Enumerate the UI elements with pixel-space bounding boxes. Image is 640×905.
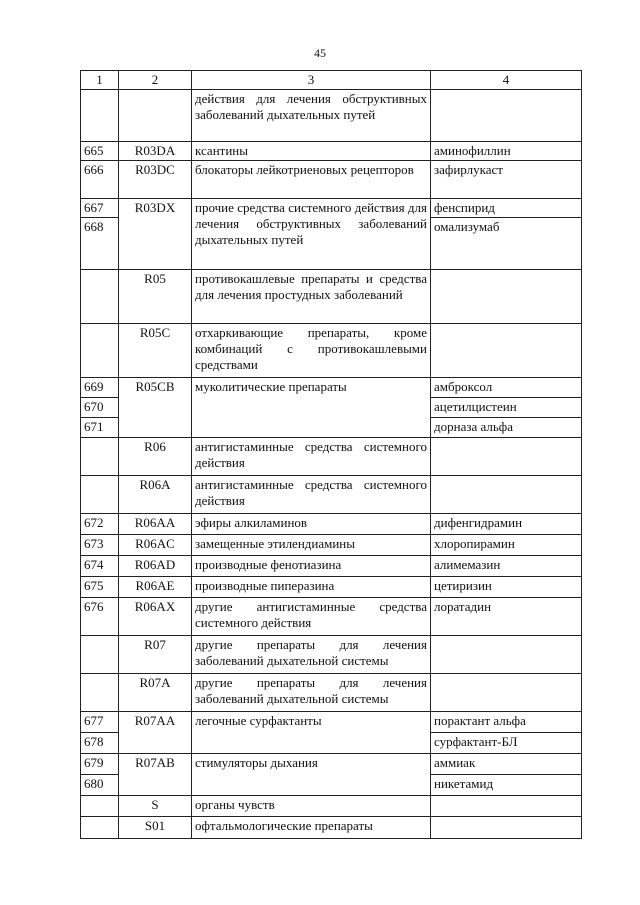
atc-description: эфиры алкиламинов: [192, 514, 431, 535]
table-row: [81, 674, 582, 712]
atc-code: S01: [119, 817, 192, 839]
atc-description: другие антигистаминные средства системного действия: [192, 598, 431, 636]
table-row: [81, 270, 582, 324]
atc-code: R06: [119, 438, 192, 476]
atc-description: блокаторы лейкотриеновых рецепторов: [192, 161, 431, 199]
row-number: 678: [81, 733, 119, 754]
drug-name: [431, 270, 582, 324]
table-row: [81, 754, 582, 775]
table-row: [81, 817, 582, 839]
drug-name: дорназа альфа: [431, 418, 582, 438]
row-number: 672: [81, 514, 119, 535]
drug-name: цетиризин: [431, 577, 582, 598]
row-number: [81, 817, 119, 839]
atc-code: R07AB: [119, 754, 192, 796]
table-row: [81, 324, 582, 378]
drug-name: фенспирид: [431, 199, 582, 218]
atc-code: R06A: [119, 476, 192, 514]
atc-description: антигистаминные средства системного действия: [192, 476, 431, 514]
atc-code: [119, 90, 192, 142]
row-number: 675: [81, 577, 119, 598]
drug-name: [431, 796, 582, 817]
row-number: 673: [81, 535, 119, 556]
row-number: [81, 674, 119, 712]
atc-description: производные пиперазина: [192, 577, 431, 598]
row-number: 669: [81, 378, 119, 398]
row-number: 665: [81, 142, 119, 161]
atc-description: отхаркивающие препараты, кроме комбинаций с противокашлевыми средствами: [192, 324, 431, 378]
drug-name: порактант альфа: [431, 712, 582, 733]
drug-name: аминофиллин: [431, 142, 582, 161]
row-number: 668: [81, 218, 119, 270]
medicines-table: [80, 70, 582, 839]
drug-name: амброксол: [431, 378, 582, 398]
atc-code: R07A: [119, 674, 192, 712]
drug-name: хлоропирамин: [431, 535, 582, 556]
row-number: [81, 90, 119, 142]
table-row: [81, 514, 582, 535]
row-number: 674: [81, 556, 119, 577]
row-number: [81, 796, 119, 817]
atc-description: прочие средства системного действия для лечения обструктивных заболеваний дыхательных путей: [192, 199, 431, 270]
row-number: [81, 270, 119, 324]
atc-description: производные фенотиазина: [192, 556, 431, 577]
atc-code: R07AA: [119, 712, 192, 754]
header-col-2: 2: [119, 71, 192, 90]
atc-code: R03DA: [119, 142, 192, 161]
atc-description: органы чувств: [192, 796, 431, 817]
atc-description: офтальмологические препараты: [192, 817, 431, 839]
table-row: [81, 378, 582, 398]
atc-description: противокашлевые препараты и средства для лечения простудных заболеваний: [192, 270, 431, 324]
row-number: [81, 324, 119, 378]
drug-name: [431, 636, 582, 674]
table-row: [81, 438, 582, 476]
atc-code: R03DC: [119, 161, 192, 199]
drug-name: [431, 438, 582, 476]
row-number: 679: [81, 754, 119, 775]
drug-name: [431, 90, 582, 142]
atc-description: другие препараты для лечения заболеваний дыхательной системы: [192, 636, 431, 674]
atc-description: муколитические препараты: [192, 378, 431, 438]
page-number: 45: [314, 46, 326, 60]
atc-code: R06AX: [119, 598, 192, 636]
atc-code: R06AD: [119, 556, 192, 577]
table-row: [81, 577, 582, 598]
table-row: [81, 535, 582, 556]
drug-name: [431, 674, 582, 712]
row-number: [81, 636, 119, 674]
table-row: [81, 90, 582, 142]
table-row: [81, 712, 582, 733]
atc-code: R05: [119, 270, 192, 324]
table-row: [81, 476, 582, 514]
table-row: [81, 636, 582, 674]
table-row: [81, 199, 582, 218]
drug-name: дифенгидрамин: [431, 514, 582, 535]
row-number: 666: [81, 161, 119, 199]
row-number: 680: [81, 775, 119, 796]
atc-description: легочные сурфактанты: [192, 712, 431, 754]
table-row: [81, 796, 582, 817]
drug-name: сурфактант-БЛ: [431, 733, 582, 754]
drug-name: [431, 324, 582, 378]
row-number: 671: [81, 418, 119, 438]
drug-name: аммиак: [431, 754, 582, 775]
header-col-4: 4: [431, 71, 582, 90]
header-col-3: 3: [192, 71, 431, 90]
atc-description: замещенные этилендиамины: [192, 535, 431, 556]
table-row: [81, 556, 582, 577]
atc-code: R05C: [119, 324, 192, 378]
atc-code: R06AE: [119, 577, 192, 598]
table-header-row: [81, 71, 582, 90]
drug-name: лоратадин: [431, 598, 582, 636]
row-number: 667: [81, 199, 119, 218]
atc-code: R03DX: [119, 199, 192, 270]
atc-code: R07: [119, 636, 192, 674]
atc-description: действия для лечения обструктивных заболеваний дыхательных путей: [192, 90, 431, 142]
table-row: [81, 161, 582, 199]
row-number: [81, 438, 119, 476]
row-number: 676: [81, 598, 119, 636]
drug-name: алимемазин: [431, 556, 582, 577]
atc-description: антигистаминные средства системного действия: [192, 438, 431, 476]
atc-description: другие препараты для лечения заболеваний дыхательной системы: [192, 674, 431, 712]
atc-description: стимуляторы дыхания: [192, 754, 431, 796]
drug-name: [431, 476, 582, 514]
table-row: [81, 598, 582, 636]
row-number: [81, 476, 119, 514]
drug-name: омализумаб: [431, 218, 582, 270]
atc-code: R05CB: [119, 378, 192, 438]
atc-code: R06AA: [119, 514, 192, 535]
drug-name: никетамид: [431, 775, 582, 796]
header-col-1: 1: [81, 71, 119, 90]
drug-name: ацетилцистеин: [431, 398, 582, 418]
row-number: 677: [81, 712, 119, 733]
atc-description: ксантины: [192, 142, 431, 161]
atc-code: S: [119, 796, 192, 817]
table-row: [81, 142, 582, 161]
drug-name: зафирлукаст: [431, 161, 582, 199]
atc-code: R06AC: [119, 535, 192, 556]
row-number: 670: [81, 398, 119, 418]
drug-name: [431, 817, 582, 839]
